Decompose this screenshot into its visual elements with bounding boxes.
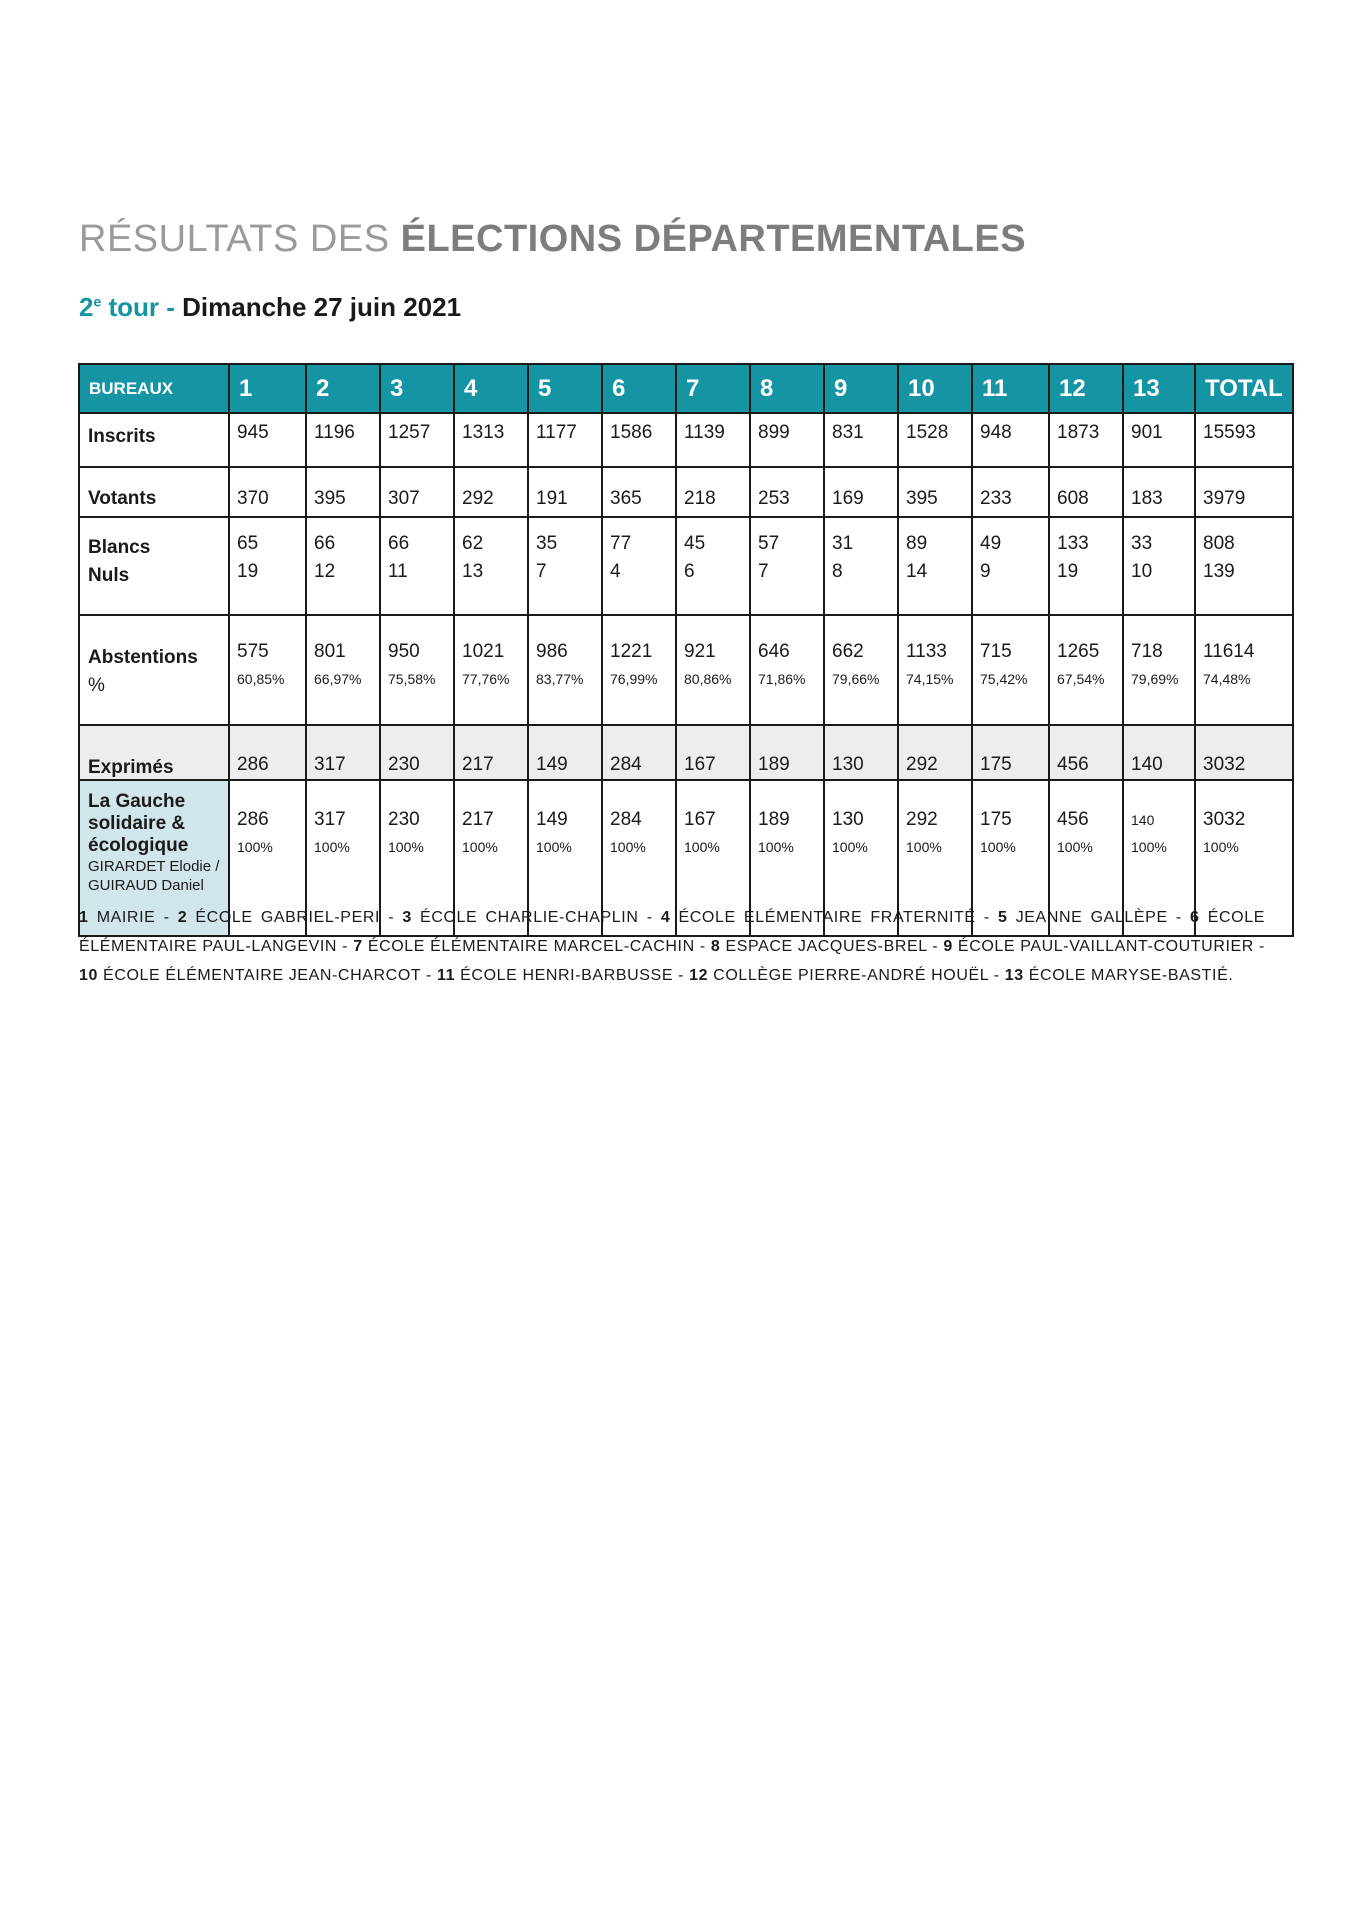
inscrits-cell: 1139 — [676, 413, 750, 467]
exprimes-cell: 217 — [454, 725, 528, 780]
candidate-votes: 217 — [462, 809, 494, 830]
blancs-value: 33 — [1131, 533, 1153, 554]
abstentions-value: 1265 — [1057, 641, 1100, 662]
exprimes-cell: 167 — [676, 725, 750, 780]
nuls-value: 6 — [684, 561, 695, 582]
legend-name: MAIRIE — [96, 909, 156, 926]
candidate-pct: 100% — [758, 839, 794, 855]
abstentions-pct: 75,42% — [980, 671, 1028, 687]
tour-label — [79, 292, 182, 322]
votants-cell: 292 — [454, 467, 528, 517]
legend-number: 10 — [79, 967, 98, 984]
nuls-value: 7 — [536, 561, 547, 582]
legend-name: ÉCOLE ÉLÉMENTAIRE MARCEL-CACHIN — [367, 938, 695, 955]
row-blancs-nuls — [79, 517, 1293, 615]
legend-number: 9 — [943, 938, 953, 955]
label-exprimes: Exprimés — [79, 725, 229, 780]
votants-cell: 169 — [824, 467, 898, 517]
blancs-nuls-cell — [1049, 517, 1123, 615]
candidate-pct: 100% — [462, 839, 498, 855]
legend-name: ÉCOLE MARYSE-BASTIÉ. — [1028, 967, 1234, 984]
legend-number: 13 — [1004, 967, 1024, 984]
abstentions-value: 715 — [980, 641, 1012, 662]
candidate-votes: 292 — [906, 809, 938, 830]
abstentions-value: 662 — [832, 641, 864, 662]
legend-name: COLLÈGE PIERRE-ANDRÉ HOUËL — [713, 967, 989, 984]
header-bureaux: BUREAUX — [79, 364, 229, 413]
abstentions-cell — [898, 615, 972, 725]
header-bureau-3: 3 — [380, 364, 454, 413]
nuls-value: 19 — [1057, 561, 1079, 582]
abstentions-value: 11614 — [1203, 641, 1255, 662]
blancs-nuls-cell — [306, 517, 380, 615]
candidate-party: La Gauche solidaire & écologique — [88, 791, 189, 856]
blancs-nuls-cell — [898, 517, 972, 615]
abstentions-cell — [1049, 615, 1123, 725]
candidate-pct: 100% — [1131, 839, 1167, 855]
nuls-value: 12 — [314, 561, 336, 582]
abstentions-pct: 79,69% — [1131, 671, 1179, 687]
votants-cell: 3979 — [1195, 467, 1293, 517]
nuls-value: 11 — [388, 561, 408, 582]
nuls-value: 9 — [980, 561, 991, 582]
blancs-nuls-cell — [528, 517, 602, 615]
candidate-pct: 100% — [314, 839, 350, 855]
abstentions-cell — [306, 615, 380, 725]
header-bureau-2: 2 — [306, 364, 380, 413]
page-title — [79, 218, 1026, 261]
exprimes-cell: 230 — [380, 725, 454, 780]
inscrits-cell: 1313 — [454, 413, 528, 467]
blancs-value: 65 — [237, 533, 259, 554]
inscrits-cell: 899 — [750, 413, 824, 467]
legend-number: 8 — [710, 938, 721, 955]
candidate-votes: 317 — [314, 809, 346, 830]
legend-number: 7 — [353, 938, 363, 955]
candidate-pct: 100% — [906, 839, 942, 855]
votants-cell: 218 — [676, 467, 750, 517]
nuls-value: 14 — [906, 561, 928, 582]
label-blancs-nuls — [79, 517, 229, 615]
legend-number: 1 — [79, 909, 89, 926]
blancs-nuls-cell — [602, 517, 676, 615]
blancs-nuls-cell — [1195, 517, 1293, 615]
exprimes-cell: 286 — [229, 725, 306, 780]
inscrits-cell: 1196 — [306, 413, 380, 467]
abstentions-value: 646 — [758, 641, 790, 662]
candidate-votes: 286 — [237, 809, 269, 830]
legend-name: ÉCOLE ÉLÉMENTAIRE PAUL-LANGEVIN — [79, 909, 1265, 955]
abstentions-value: 1221 — [610, 641, 653, 662]
blancs-value: 89 — [906, 533, 928, 554]
header-bureau-8: 8 — [750, 364, 824, 413]
abstentions-pct: 71,86% — [758, 671, 806, 687]
results-table — [78, 363, 1294, 937]
candidate-votes: 175 — [980, 809, 1012, 830]
candidate-pct: 100% — [980, 839, 1016, 855]
header-bureau-12: 12 — [1049, 364, 1123, 413]
abstentions-value: 921 — [684, 641, 716, 662]
exprimes-cell: 292 — [898, 725, 972, 780]
votants-cell: 307 — [380, 467, 454, 517]
nuls-value: 13 — [462, 561, 484, 582]
abstentions-value: 801 — [314, 641, 346, 662]
tour-number: 2 — [79, 292, 94, 322]
label-votants: Votants — [79, 467, 229, 517]
label-blancs: Blancs — [88, 537, 151, 558]
nuls-value: 19 — [237, 561, 259, 582]
abstentions-pct: 76,99% — [610, 671, 658, 687]
legend-number: 4 — [660, 909, 671, 926]
bureaux-legend: 1 MAIRIE - 2 ÉCOLE GABRIEL-PERI - 3 ÉCOLE CHARLIE-CHAPLIN - 4 ÉCOLE ÉLÉMENTAIRE FRATERNITÉ - 5 JEANNE GALLÈPE - 6 ÉCOLE ÉLÉMENTAIRE PAUL-LANGEVIN - 7 ÉCOLE ÉLÉMENTAIRE MARCEL-CACHIN - 8 ESPACE JACQUES-BREL - 9 ÉCOLE PAUL-VAILLANT-COUTURIER - 10 ÉCOLE ÉLÉMENTAIRE JEAN-CHARCOT - 11 ÉCOLE HENRI-BARBUSSE - 12 COLLÈGE PIERRE-ANDRÉ HOUËL - 13 ÉCOLE MARYSE-BASTIÉ. — [79, 909, 1265, 984]
blancs-value: 66 — [388, 533, 410, 554]
nuls-value: 8 — [832, 561, 843, 582]
votants-cell: 608 — [1049, 467, 1123, 517]
abstentions-cell — [676, 615, 750, 725]
abstentions-cell — [750, 615, 824, 725]
abstentions-value: 950 — [388, 641, 420, 662]
candidate-pct: 100% — [388, 839, 424, 855]
legend-name: ÉCOLE ÉLÉMENTAIRE JEAN-CHARCOT — [103, 967, 421, 984]
candidate-votes: 456 — [1057, 809, 1089, 830]
blancs-nuls-cell — [229, 517, 306, 615]
candidate-pct: 100% — [536, 839, 572, 855]
abstentions-pct: 60,85% — [237, 671, 285, 687]
election-date: Dimanche 27 juin 2021 — [182, 292, 462, 322]
row-inscrits — [79, 413, 1293, 467]
abstentions-cell — [1195, 615, 1293, 725]
candidate-pct: 100% — [684, 839, 720, 855]
candidate-pct: 100% — [832, 839, 868, 855]
abstentions-pct: 74,15% — [906, 671, 954, 687]
inscrits-cell: 1873 — [1049, 413, 1123, 467]
abstentions-cell — [602, 615, 676, 725]
blancs-nuls-cell — [750, 517, 824, 615]
legend-name: ESPACE JACQUES-BREL — [725, 938, 928, 955]
candidate-votes: 3032 — [1203, 809, 1246, 830]
nuls-value: 139 — [1203, 561, 1235, 582]
legend-name: ÉCOLE GABRIEL-PERI — [195, 909, 381, 926]
label-inscrits: Inscrits — [79, 413, 229, 467]
abstentions-cell — [1123, 615, 1195, 725]
abstentions-pct: 66,97% — [314, 671, 362, 687]
abstentions-pct: 83,77% — [536, 671, 584, 687]
abstentions-value: 986 — [536, 641, 568, 662]
inscrits-cell: 1586 — [602, 413, 676, 467]
blancs-value: 808 — [1203, 533, 1235, 554]
blancs-value: 133 — [1057, 533, 1089, 554]
abstentions-pct: 80,86% — [684, 671, 732, 687]
legend-number: 11 — [436, 967, 456, 984]
candidate-pct: 100% — [237, 839, 273, 855]
legend-name: ÉCOLE HENRI-BARBUSSE — [460, 967, 674, 984]
candidate-votes: 230 — [388, 809, 420, 830]
blancs-value: 66 — [314, 533, 336, 554]
inscrits-cell: 948 — [972, 413, 1049, 467]
header-bureau-6: 6 — [602, 364, 676, 413]
header-bureau-13: 13 — [1123, 364, 1195, 413]
header-bureau-10: 10 — [898, 364, 972, 413]
exprimes-cell: 3032 — [1195, 725, 1293, 780]
title-light: RÉSULTATS DES — [79, 218, 401, 260]
inscrits-cell: 901 — [1123, 413, 1195, 467]
nuls-value: 10 — [1131, 561, 1153, 582]
exprimes-cell: 149 — [528, 725, 602, 780]
nuls-value: 4 — [610, 561, 621, 582]
votants-cell: 395 — [306, 467, 380, 517]
label-abstentions — [79, 615, 229, 725]
candidate-votes: 149 — [536, 809, 568, 830]
inscrits-cell: 15593 — [1195, 413, 1293, 467]
legend-number: 6 — [1190, 909, 1200, 926]
row-abstentions — [79, 615, 1293, 725]
header-bureau-total: TOTAL — [1195, 364, 1293, 413]
inscrits-cell: 831 — [824, 413, 898, 467]
blancs-nuls-cell — [676, 517, 750, 615]
abstentions-value: 1021 — [462, 641, 505, 662]
exprimes-cell: 317 — [306, 725, 380, 780]
votants-cell: 233 — [972, 467, 1049, 517]
candidate-votes: 130 — [832, 809, 864, 830]
abstentions-pct: 77,76% — [462, 671, 510, 687]
blancs-value: 45 — [684, 533, 706, 554]
votants-cell: 395 — [898, 467, 972, 517]
blancs-value: 35 — [536, 533, 558, 554]
blancs-nuls-cell — [824, 517, 898, 615]
abstentions-cell — [972, 615, 1049, 725]
title-bold: ÉLECTIONS DÉPARTEMENTALES — [400, 218, 1027, 260]
candidate-votes: 284 — [610, 809, 642, 830]
exprimes-cell: 189 — [750, 725, 824, 780]
inscrits-cell: 1177 — [528, 413, 602, 467]
candidate-votes: 189 — [758, 809, 790, 830]
candidate-names: GIRARDET Elodie / GUIRAUD Daniel — [88, 858, 220, 894]
header-bureau-9: 9 — [824, 364, 898, 413]
inscrits-cell: 1528 — [898, 413, 972, 467]
abstentions-pct: 79,66% — [832, 671, 880, 687]
abstentions-cell — [824, 615, 898, 725]
blancs-nuls-cell — [380, 517, 454, 615]
header-bureau-7: 7 — [676, 364, 750, 413]
abstentions-value: 1133 — [906, 641, 947, 662]
legend-name: JEANNE GALLÈPE — [1015, 909, 1168, 926]
exprimes-cell: 284 — [602, 725, 676, 780]
inscrits-cell: 945 — [229, 413, 306, 467]
legend-name: ÉCOLE CHARLIE-CHAPLIN — [420, 909, 639, 926]
legend-number: 2 — [177, 909, 188, 926]
nuls-value: 7 — [758, 561, 769, 582]
blancs-value: 57 — [758, 533, 780, 554]
tour-separator: - — [159, 292, 183, 322]
blancs-value: 62 — [462, 533, 484, 554]
abstentions-pct: 74,48% — [1203, 671, 1251, 687]
abstentions-value: 718 — [1131, 641, 1163, 662]
subtitle — [79, 292, 461, 323]
tour-word: tour — [101, 292, 160, 322]
abstentions-pct: 75,58% — [388, 671, 436, 687]
header-bureau-1: 1 — [229, 364, 306, 413]
abstentions-pct: 67,54% — [1057, 671, 1105, 687]
candidate-votes: 167 — [684, 809, 716, 830]
row-exprimes — [79, 725, 1293, 780]
header-bureau-5: 5 — [528, 364, 602, 413]
header-row — [79, 364, 1293, 413]
abstentions-cell — [454, 615, 528, 725]
blancs-nuls-cell — [1123, 517, 1195, 615]
exprimes-cell: 130 — [824, 725, 898, 780]
blancs-value: 49 — [980, 533, 1002, 554]
row-votants — [79, 467, 1293, 517]
header-bureau-4: 4 — [454, 364, 528, 413]
votants-cell: 253 — [750, 467, 824, 517]
abstentions-cell — [380, 615, 454, 725]
votants-cell: 365 — [602, 467, 676, 517]
candidate-votes: 140 — [1131, 812, 1155, 828]
legend-name: ÉCOLE ÉLÉMENTAIRE FRATERNITÉ — [678, 909, 976, 926]
candidate-pct: 100% — [1057, 839, 1093, 855]
candidate-pct: 100% — [610, 839, 646, 855]
label-abstentions-text: Abstentions — [88, 647, 198, 668]
tour-superscript: e — [93, 293, 102, 310]
votants-cell: 191 — [528, 467, 602, 517]
abstentions-cell — [229, 615, 306, 725]
exprimes-cell: 175 — [972, 725, 1049, 780]
blancs-value: 77 — [610, 533, 632, 554]
blancs-nuls-cell — [972, 517, 1049, 615]
candidate-pct: 100% — [1203, 839, 1239, 855]
abstentions-value: 575 — [237, 641, 269, 662]
votants-cell: 183 — [1123, 467, 1195, 517]
header-bureau-11: 11 — [972, 364, 1049, 413]
legend-number: 12 — [689, 967, 709, 984]
exprimes-cell: 456 — [1049, 725, 1123, 780]
legend-number: 3 — [402, 909, 412, 926]
blancs-value: 31 — [832, 533, 854, 554]
exprimes-cell: 140 — [1123, 725, 1195, 780]
votants-cell: 370 — [229, 467, 306, 517]
inscrits-cell: 1257 — [380, 413, 454, 467]
blancs-nuls-cell — [454, 517, 528, 615]
abstentions-cell — [528, 615, 602, 725]
label-nuls: Nuls — [88, 565, 130, 586]
label-abstentions-pct: % — [88, 675, 105, 696]
legend-name: ÉCOLE PAUL-VAILLANT-COUTURIER — [957, 938, 1254, 955]
legend-number: 5 — [998, 909, 1008, 926]
